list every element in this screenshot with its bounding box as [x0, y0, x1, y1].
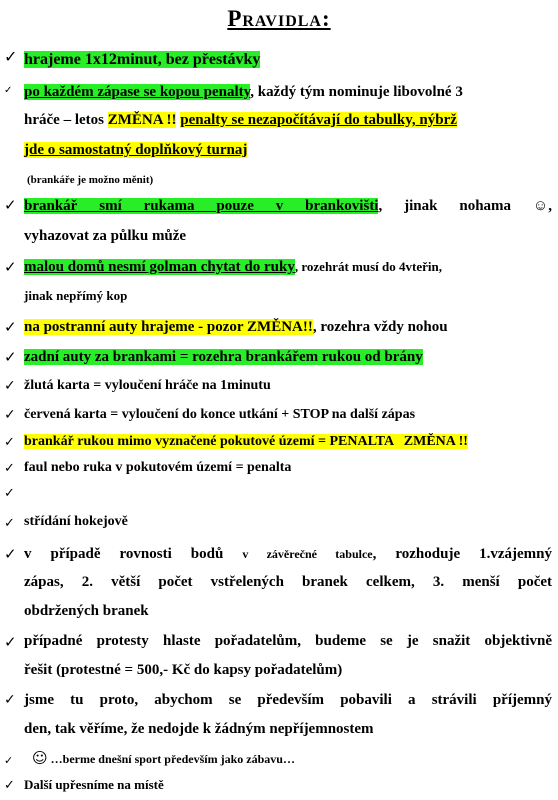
check-icon: ✓ — [4, 318, 17, 336]
rule-14: případné protesty hlaste pořadatelům, budeme se je snažit objektivně — [24, 633, 552, 649]
rule-13: v případě rovnosti bodů v závěrečné tabulce, rozhoduje 1.vzájemný — [24, 546, 553, 562]
check-icon: ✓ — [4, 435, 15, 450]
rule-9: brankář rukou mimo vyznačené pokutové území = PENALTA ZMĚNA !! — [24, 434, 468, 449]
check-icon: ✓ — [4, 348, 17, 366]
check-icon: ✓ — [4, 196, 17, 214]
rule-10: faul nebo ruka v pokutovém území = penalta — [24, 460, 292, 475]
rule-1-highlight: hrajeme 1x12minut, bez přestávky — [24, 51, 261, 68]
check-icon: ✓ — [4, 633, 17, 651]
check-icon: ✓ — [4, 516, 15, 531]
rule-8: červená karta = vyloučení do konce utkání + STOP na další zápas — [24, 407, 416, 422]
check-icon: ✓ — [4, 778, 15, 793]
check-icon: ✓ — [4, 378, 16, 394]
rule-12: střídání hokejově — [24, 514, 128, 529]
rule-17: Další upřesníme na místě — [24, 777, 164, 792]
page-title: Pravidla: — [227, 6, 331, 31]
rule-1 — [24, 46, 552, 74]
smiley-icon: ☺ — [32, 749, 48, 767]
check-icon: ✓ — [4, 258, 17, 276]
rule-4: malou domů nesmí golman chytat do ruky, rozehrát musí do 4vteřin, — [24, 259, 442, 275]
check-icon: ✓ — [4, 407, 16, 423]
rule-4-line-2: jinak nepřímý kop — [24, 288, 128, 303]
rule-16: ☺ …berme dnešní sport především jako zábavu… — [32, 749, 295, 767]
rule-3-line-2: vyhazovat za půlku může — [24, 228, 187, 244]
rule-13-line-3: obdržených branek — [24, 603, 149, 619]
rule-2-line-3: jde o samostatný doplňkový turnaj — [24, 142, 248, 158]
rule-3: brankář smí rukama pouze v brankovišti, jinak nohama ☺, — [24, 198, 552, 214]
rule-15-line-2: den, tak věříme, že nedojde k žádným nepříjemnostem — [24, 721, 374, 737]
rule-14-line-2: řešit (protestné = 500,- Kč do kapsy pořadatelům) — [24, 662, 343, 678]
check-icon: ✓ — [4, 486, 15, 501]
rule-7: žlutá karta = vyloučení hráče na 1minutu — [24, 378, 271, 393]
check-icon: ✓ — [4, 85, 13, 96]
rule-2-line-2: hráče – letos ZMĚNA !! penalty se nezapočítávají do tabulky, nýbrž — [24, 112, 457, 128]
check-icon: ✓ — [4, 692, 16, 708]
check-icon: ✓ — [4, 545, 17, 563]
check-icon: ✓ — [4, 754, 14, 767]
rule-2: po každém zápase se kopou penalty, každý tým nominuje libovolné 3 — [24, 84, 463, 100]
check-icon: ✓ — [4, 47, 18, 66]
rule-15: jsme tu proto, abychom se především pobavili a strávili příjemný — [24, 692, 552, 708]
goalkeeper-note: (brankáře je možno měnit) — [27, 174, 154, 186]
rule-5: na postranní auty hrajeme - pozor ZMĚNA!!, rozehra vždy nohou — [24, 319, 448, 335]
rule-6: zadní auty za brankami = rozehra brankářem rukou od brány — [24, 349, 423, 365]
rule-13-line-2: zápas, 2. větší počet vstřelených branek celkem, 3. menší počet — [24, 574, 552, 590]
check-icon: ✓ — [4, 461, 15, 476]
